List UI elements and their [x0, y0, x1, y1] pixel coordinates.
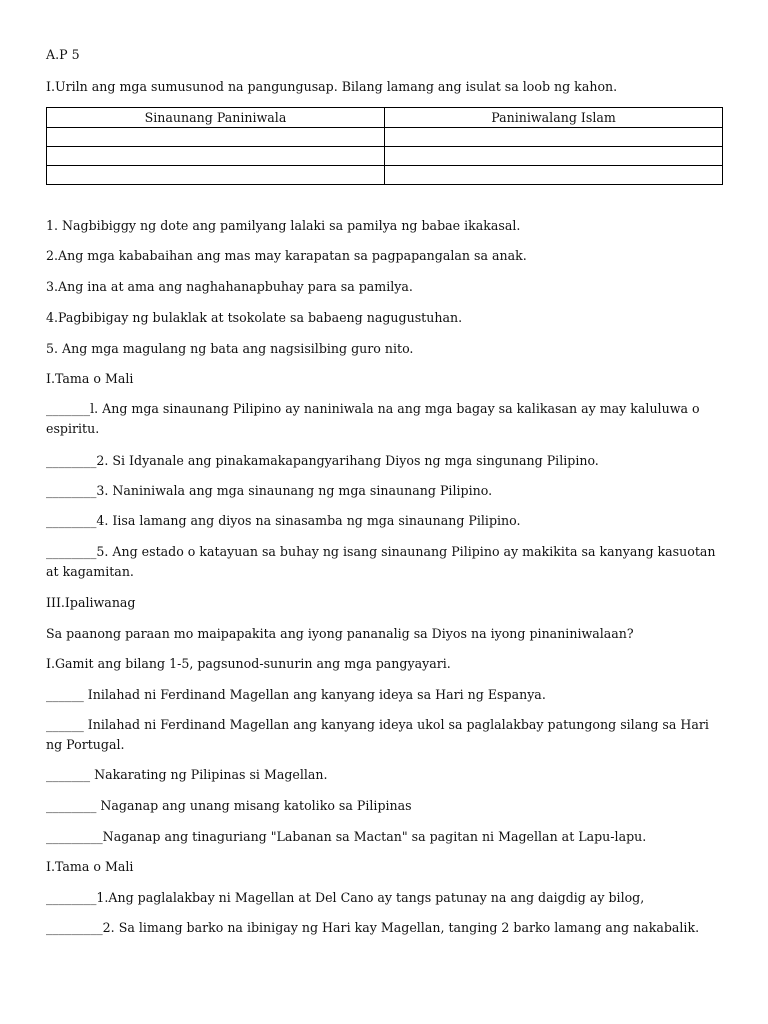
- list-item: 2.Ang mga kababaihan ang mas may karapatan sa pagpapangalan sa anak.: [46, 248, 527, 263]
- table-header-row: [47, 108, 723, 128]
- section3-title: III.Ipaliwanag: [46, 595, 136, 610]
- subject-heading: A.P 5: [46, 47, 80, 62]
- section1-instruction: I.Uriln ang mga sumusunod na pangungusap. Bilang lamang ang isulat sa loob ng kahon.: [46, 79, 618, 94]
- table-cell[interactable]: [47, 166, 385, 185]
- list-item: _________2. Sa limang barko na ibinigay ng Hari kay Magellan, tanging 2 barko lamang ang nakabalik.: [46, 920, 700, 935]
- table-cell[interactable]: [385, 166, 723, 185]
- section3-question: Sa paanong paraan mo maipapakita ang iyong pananalig sa Diyos na iyong pinaniniwalaan?: [46, 626, 634, 641]
- table-row: [47, 128, 723, 147]
- classification-table: [46, 107, 723, 185]
- section5-title: I.Tama o Mali: [46, 859, 134, 874]
- list-item: ________5. Ang estado o katayuan sa buhay ng isang sinaunang Pilipino ay makikita sa kanyang kasuotan at kagamitan.: [46, 544, 716, 579]
- list-item: ________1.Ang paglalakbay ni Magellan at Del Cano ay tangs patunay na ang daigdig ay bilog,: [46, 890, 645, 905]
- table-cell[interactable]: [47, 147, 385, 166]
- list-item: ________4. Iisa lamang ang diyos na sinasamba ng mga sinaunang Pilipino.: [46, 513, 521, 528]
- column-header-islam: Paniniwalang Islam: [385, 108, 723, 128]
- table-cell[interactable]: [385, 128, 723, 147]
- list-item: ______ Inilahad ni Ferdinand Magellan ang kanyang ideya sa Hari ng Espanya.: [46, 687, 546, 702]
- list-item: 5. Ang mga magulang ng bata ang nagsisilbing guro nito.: [46, 341, 414, 356]
- list-item: 4.Pagbibigay ng bulaklak at tsokolate sa babaeng nagugustuhan.: [46, 310, 463, 325]
- list-item: ______ Inilahad ni Ferdinand Magellan ang kanyang ideya ukol sa paglalakbay patungong silang sa Hari ng Portugal.: [46, 717, 709, 752]
- section2-title: I.Tama o Mali: [46, 371, 134, 386]
- table-cell[interactable]: [47, 128, 385, 147]
- list-item: ________3. Naniniwala ang mga sinaunang ng mga sinaunang Pilipino.: [46, 483, 493, 498]
- list-item: ________ Naganap ang unang misang katoliko sa Pilipinas: [46, 798, 412, 813]
- table-row: [47, 147, 723, 166]
- table-cell[interactable]: [385, 147, 723, 166]
- table-row: [47, 166, 723, 185]
- list-item: _______l. Ang mga sinaunang Pilipino ay naniniwala na ang mga bagay sa kalikasan ay may kaluluwa o espiritu.: [46, 401, 700, 436]
- column-header-sinaunang: Sinaunang Paniniwala: [47, 108, 385, 128]
- list-item: 3.Ang ina at ama ang naghahanapbuhay para sa pamilya.: [46, 279, 413, 294]
- list-item: _________Naganap ang tinaguriang "Labanan sa Mactan" sa pagitan ni Magellan at Lapu-lapu.: [46, 829, 647, 844]
- section4-instruction: I.Gamit ang bilang 1-5, pagsunod-sunurin ang mga pangyayari.: [46, 656, 451, 671]
- list-item: ________2. Si Idyanale ang pinakamakapangyarihang Diyos ng mga singunang Pilipino.: [46, 453, 599, 468]
- list-item: 1. Nagbibiggy ng dote ang pamilyang lalaki sa pamilya ng babae ikakasal.: [46, 218, 521, 233]
- list-item: _______ Nakarating ng Pilipinas si Magellan.: [46, 767, 328, 782]
